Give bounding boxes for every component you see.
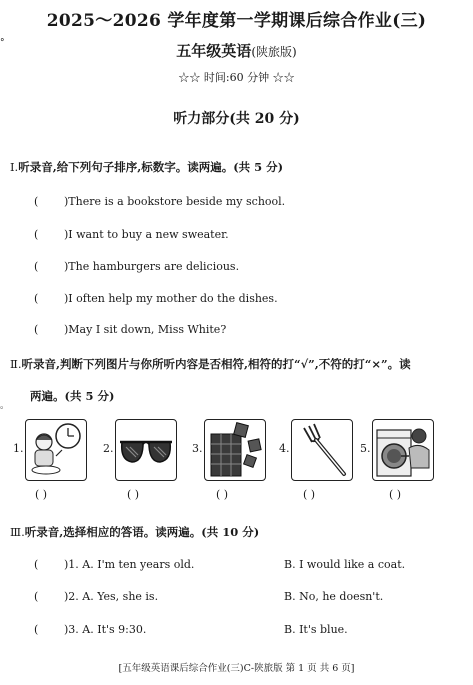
- section-3-item: ( )1. A. I'm ten years old.: [34, 558, 195, 571]
- document-title: 2025～2026 学年度第一学期课后综合作业(三): [46, 11, 427, 31]
- section-2-heading-cont: 两遍。(共 5 分): [30, 389, 115, 403]
- section-1-heading: Ⅰ.听录音,给下列句子排序,标数字。读两遍。(共 5 分): [10, 160, 284, 174]
- section-1-item: ( )The hamburgers are delicious.: [34, 260, 240, 273]
- document-subtitle: [0, 40, 473, 61]
- section-1-item: ( )There is a bookstore beside my school.: [34, 195, 286, 208]
- picture-number: 1.: [13, 442, 24, 455]
- page-footer: [五年级英语课后综合作业(三)C-陕旅版 第 1 页 共 6 页]: [118, 663, 355, 674]
- picture-number: 2.: [103, 442, 114, 455]
- edge-mark-bottom: 。: [0, 401, 10, 411]
- picture-answer-slot[interactable]: ( ): [303, 488, 316, 501]
- picture-answer-slot[interactable]: ( ): [35, 488, 48, 501]
- picture-answer-slot[interactable]: ( ): [389, 488, 402, 501]
- time-limit: ☆☆ 时间:60 分钟 ☆☆: [178, 71, 295, 84]
- part-title: 听力部分(共 20 分): [173, 111, 300, 127]
- option-b: B. No, he doesn't.: [284, 590, 384, 603]
- section-3-item: ( )3. A. It's 9:30.: [34, 623, 147, 636]
- edge-mark-top: °: [0, 38, 5, 48]
- picture-answer-slot[interactable]: ( ): [216, 488, 229, 501]
- option-b: B. I would like a coat.: [284, 558, 406, 571]
- subject-label: 五年级英语: [176, 42, 252, 60]
- picture-answer-slot[interactable]: ( ): [127, 488, 140, 501]
- section-1-item: ( )I want to buy a new sweater.: [34, 228, 229, 241]
- picture-number: 5.: [360, 442, 371, 455]
- section-1-item: ( )I often help my mother do the dishes.: [34, 292, 278, 305]
- fork-icon: [291, 419, 353, 481]
- section-3-item: ( )2. A. Yes, she is.: [34, 590, 159, 603]
- boy-washing-machine-icon: [372, 419, 434, 481]
- section-2-heading: Ⅱ.听录音,判断下列图片与你所听内容是否相符,相符的打“√”,不符的打“×”。读: [10, 357, 411, 371]
- glasses-icon: [115, 419, 177, 481]
- chocolate-icon: [204, 419, 266, 481]
- picture-number: 4.: [279, 442, 290, 455]
- section-1-item: ( )May I sit down, Miss White?: [34, 323, 227, 336]
- section-3-heading: Ⅲ.听录音,选择相应的答语。读两遍。(共 10 分): [10, 525, 260, 539]
- girl-eating-clock-icon: [25, 419, 87, 481]
- edition-label: (陕旅版): [251, 45, 297, 59]
- option-b: B. It's blue.: [284, 623, 348, 636]
- picture-number: 3.: [192, 442, 203, 455]
